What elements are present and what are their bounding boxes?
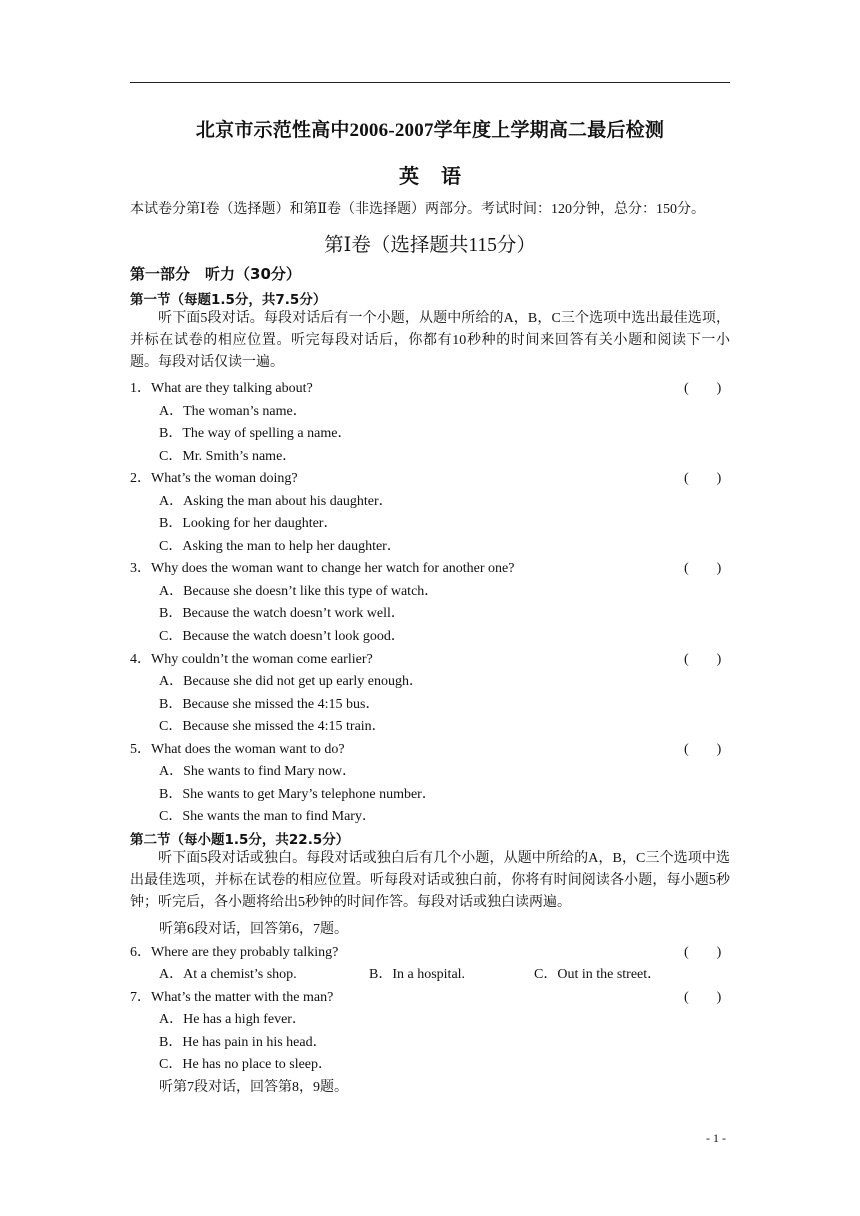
option-c: C．She wants the man to find Mary． bbox=[159, 809, 376, 824]
exam-title: 北京市示范性高中2006-2007学年度上学期高二最后检测 bbox=[195, 120, 665, 141]
option-b: B．She wants to get Mary’s telephone number． bbox=[159, 787, 436, 802]
option-a: A．Asking the man about his daughter． bbox=[159, 494, 393, 509]
answer-blank: ( ) bbox=[684, 471, 722, 486]
section2-heading: 第二节（每小题1.5分，共22.5分） bbox=[130, 832, 350, 848]
option-c: C．Because she missed the 4:15 train． bbox=[159, 719, 386, 734]
section1-instructions-text: 听下面5段对话。每段对话后有一个小题，从题中所给的A，B，C三个选项中选出最佳选项，并标在试卷的相应位置。听完每段对话后，你都有10秒种的时间来回答有关小题和阅读下一小题。每段对话仅读一遍。 bbox=[130, 311, 730, 370]
page-number: - 1 - bbox=[706, 1131, 726, 1145]
answer-blank: ( ) bbox=[684, 561, 722, 576]
option-c: C．Mr. Smith’s name． bbox=[159, 449, 297, 464]
answer-blank: ( ) bbox=[684, 381, 722, 396]
answer-blank: ( ) bbox=[684, 990, 722, 1005]
question-stem: 4．Why couldn’t the woman come earlier? bbox=[130, 652, 373, 667]
option-a: A．The woman’s name． bbox=[159, 404, 307, 419]
section1-instructions bbox=[130, 308, 730, 374]
question-stem: 5．What does the woman want to do? bbox=[130, 742, 345, 757]
option-c: C．Asking the man to help her daughter． bbox=[159, 539, 401, 554]
dialogue-note: 听第7段对话，回答第8，9题。 bbox=[159, 1080, 348, 1095]
option-a: A．He has a high fever． bbox=[159, 1012, 306, 1027]
answer-blank: ( ) bbox=[684, 945, 722, 960]
header-rule bbox=[130, 82, 730, 83]
section1-heading: 第一节（每题1.5分，共7.5分） bbox=[130, 292, 327, 308]
option-b: B．Because she missed the 4:15 bus． bbox=[159, 697, 380, 712]
question-stem: 7．What’s the matter with the man? bbox=[130, 990, 334, 1005]
option-c: C．Because the watch doesn’t look good． bbox=[159, 629, 405, 644]
option-a: A．At a chemist’s shop. bbox=[159, 967, 297, 982]
question-stem: 6．Where are they probably talking? bbox=[130, 945, 339, 960]
question-stem: 3．Why does the woman want to change her watch for another one? bbox=[130, 561, 515, 576]
option-b: B．Looking for her daughter． bbox=[159, 516, 338, 531]
option-b: B．In a hospital. bbox=[369, 967, 466, 982]
option-a: A．She wants to find Mary now． bbox=[159, 764, 357, 779]
question-stem: 1．What are they talking about? bbox=[130, 381, 313, 396]
answer-blank: ( ) bbox=[684, 652, 722, 667]
dialogue-note: 听第6段对话，回答第6，7题。 bbox=[159, 922, 348, 937]
section2-instructions bbox=[130, 848, 730, 914]
subject-title: 英语 bbox=[399, 166, 483, 188]
option-a: A．Because she did not get up early enough． bbox=[159, 674, 423, 689]
option-b: B．The way of spelling a name． bbox=[159, 426, 352, 441]
section2-instructions-text: 听下面5段对话或独白。每段对话或独白后有几个小题，从题中所给的A，B，C三个选项中选出最佳选项，并标在试卷的相应位置。听每段对话或独白前，你将有时间阅读各小题，每小题5秒钟；听完后，各小题将给出5秒钟的时间作答。每段对话或独白读两遍。 bbox=[130, 851, 730, 910]
part1-heading: 第一部分 听力（30分） bbox=[130, 265, 301, 283]
option-c: C．Out in the street． bbox=[534, 967, 662, 982]
option-b: B．Because the watch doesn’t work well． bbox=[159, 606, 405, 621]
question-stem: 2．What’s the woman doing? bbox=[130, 471, 298, 486]
exam-intro: 本试卷分第Ⅰ卷（选择题）和第Ⅱ卷（非选择题）两部分。考试时间：120分钟，总分：150分。 bbox=[130, 202, 706, 217]
volume-title: 第Ⅰ卷（选择题共115分） bbox=[324, 235, 536, 256]
option-c: C．He has no place to sleep． bbox=[159, 1057, 333, 1072]
option-a: A．Because she doesn’t like this type of watch． bbox=[159, 584, 439, 599]
answer-blank: ( ) bbox=[684, 742, 722, 757]
option-b: B．He has pain in his head． bbox=[159, 1035, 327, 1050]
